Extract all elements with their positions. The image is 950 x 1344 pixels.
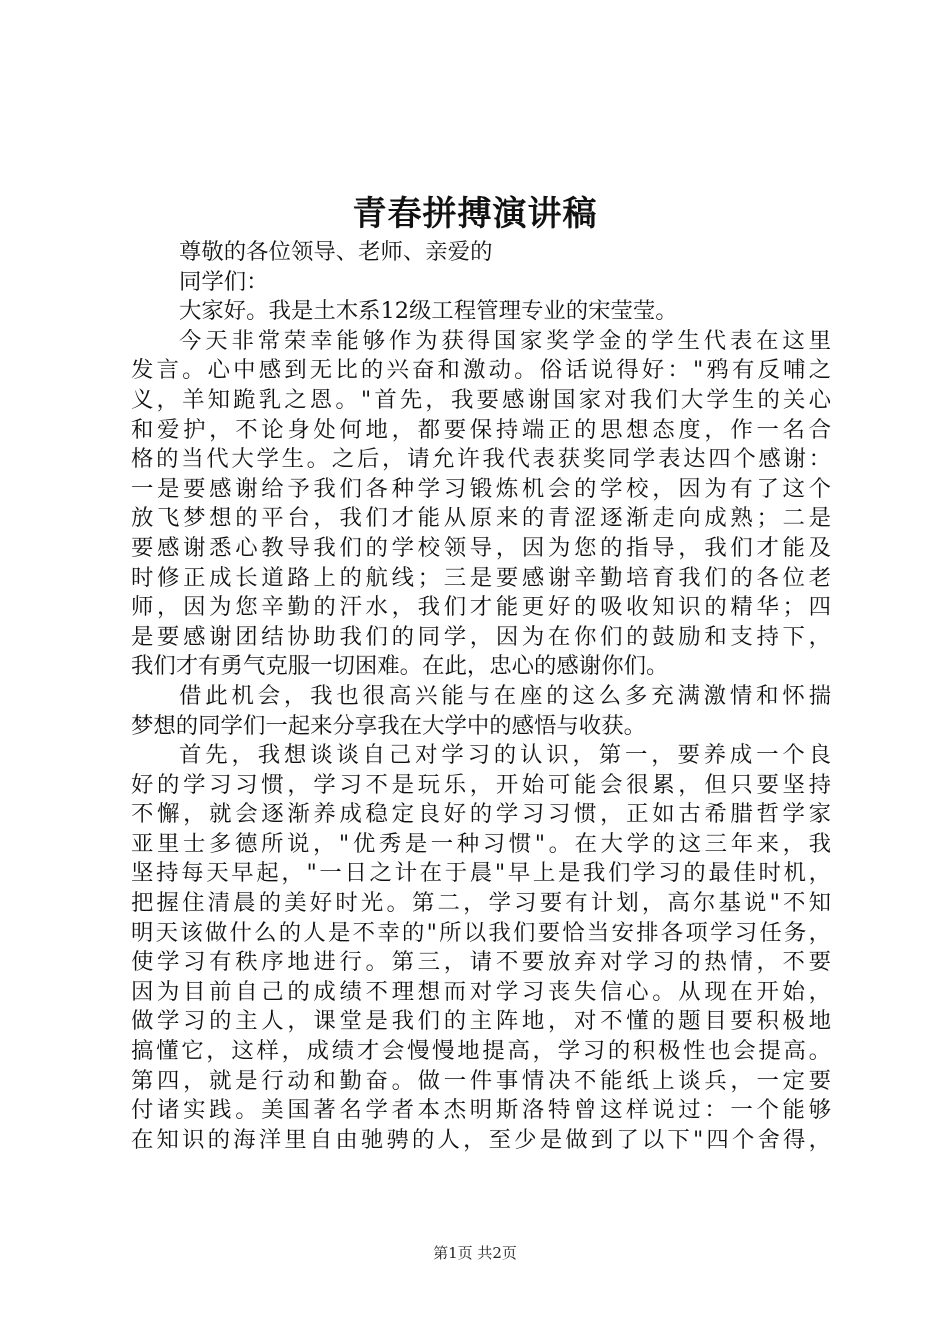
document-title: 青春拼搏演讲稿 — [352, 194, 598, 234]
page-number-footer: 第1页 共2页 — [433, 1244, 517, 1262]
body-line: 和爱护，不论身处何地，都要保持端正的思想态度，作一名合 — [131, 416, 831, 443]
body-line: 发言。心中感到无比的兴奋和激动。俗话说得好："鸦有反哺之 — [131, 357, 831, 384]
body-line: 搞懂它，这样，成绩才会慢慢地提高，学习的积极性也会提高。 — [131, 1038, 831, 1065]
body-line: 时修正成长道路上的航线；三是要感谢辛勤培育我们的各位老 — [131, 564, 831, 591]
body-line: 第四，就是行动和勤奋。做一件事情决不能纸上谈兵，一定要 — [131, 1067, 831, 1094]
body-line: 借此机会，我也很高兴能与在座的这么多充满激情和怀揣 — [179, 682, 831, 709]
body-line: 不懈，就会逐渐养成稳定良好的学习习惯，正如古希腊哲学家 — [131, 801, 831, 828]
body-line: 好的学习习惯，学习不是玩乐，开始可能会很累，但只要坚持 — [131, 771, 831, 798]
body-line: 在知识的海洋里自由驰骋的人，至少是做到了以下"四个舍得， — [131, 1126, 831, 1153]
body-line: 放飞梦想的平台，我们才能从原来的青涩逐渐走向成熟；二是 — [131, 505, 831, 532]
body-line: 坚持每天早起，"一日之计在于晨"早上是我们学习的最佳时机， — [131, 860, 831, 887]
body-line: 把握住清晨的美好时光。第二，学习要有计划，高尔基说"不知 — [131, 890, 831, 917]
body-line: 做学习的主人，课堂是我们的主阵地，对不懂的题目要积极地 — [131, 1008, 831, 1035]
body-line: 使学习有秩序地进行。第三，请不要放弃对学习的热情，不要 — [131, 949, 831, 976]
body-line: 明天该做什么的人是不幸的"所以我们要恰当安排各项学习任务， — [131, 919, 831, 946]
body-line: 今天非常荣幸能够作为获得国家奖学金的学生代表在这里 — [179, 327, 831, 354]
body-line: 一是要感谢给予我们各种学习锻炼机会的学校，因为有了这个 — [131, 475, 831, 502]
body-line: 我们才有勇气克服一切困难。在此，忠心的感谢你们。 — [131, 653, 669, 680]
body-line-greeting-cont: 同学们： — [179, 268, 269, 295]
body-line: 因为目前自己的成绩不理想而对学习丧失信心。从现在开始， — [131, 978, 831, 1005]
body-line-greeting: 尊敬的各位领导、老师、亲爱的 — [179, 239, 493, 265]
document-body — [131, 238, 831, 1155]
body-line: 梦想的同学们一起来分享我在大学中的感悟与收获。 — [131, 712, 646, 739]
body-line: 首先，我想谈谈自己对学习的认识，第一，要养成一个良 — [179, 742, 831, 769]
body-line: 要感谢悉心教导我们的学校领导，因为您的指导，我们才能及 — [131, 534, 831, 561]
body-line: 是要感谢团结协助我们的同学，因为在你们的鼓励和支持下， — [131, 623, 831, 650]
body-line: 师，因为您辛勤的汗水，我们才能更好的吸收知识的精华；四 — [131, 594, 831, 621]
body-line: 付诸实践。美国著名学者本杰明斯洛特曾这样说过：一个能够 — [131, 1097, 831, 1124]
body-line: 亚里士多德所说，"优秀是一种习惯"。在大学的这三年来，我 — [131, 830, 831, 857]
body-line: 格的当代大学生。之后，请允许我代表获奖同学表达四个感谢： — [131, 446, 831, 473]
body-line-introduction: 大家好。我是土木系12级工程管理专业的宋莹莹。 — [179, 298, 678, 325]
body-line: 义，羊知跪乳之恩。"首先，我要感谢国家对我们大学生的关心 — [131, 386, 831, 413]
